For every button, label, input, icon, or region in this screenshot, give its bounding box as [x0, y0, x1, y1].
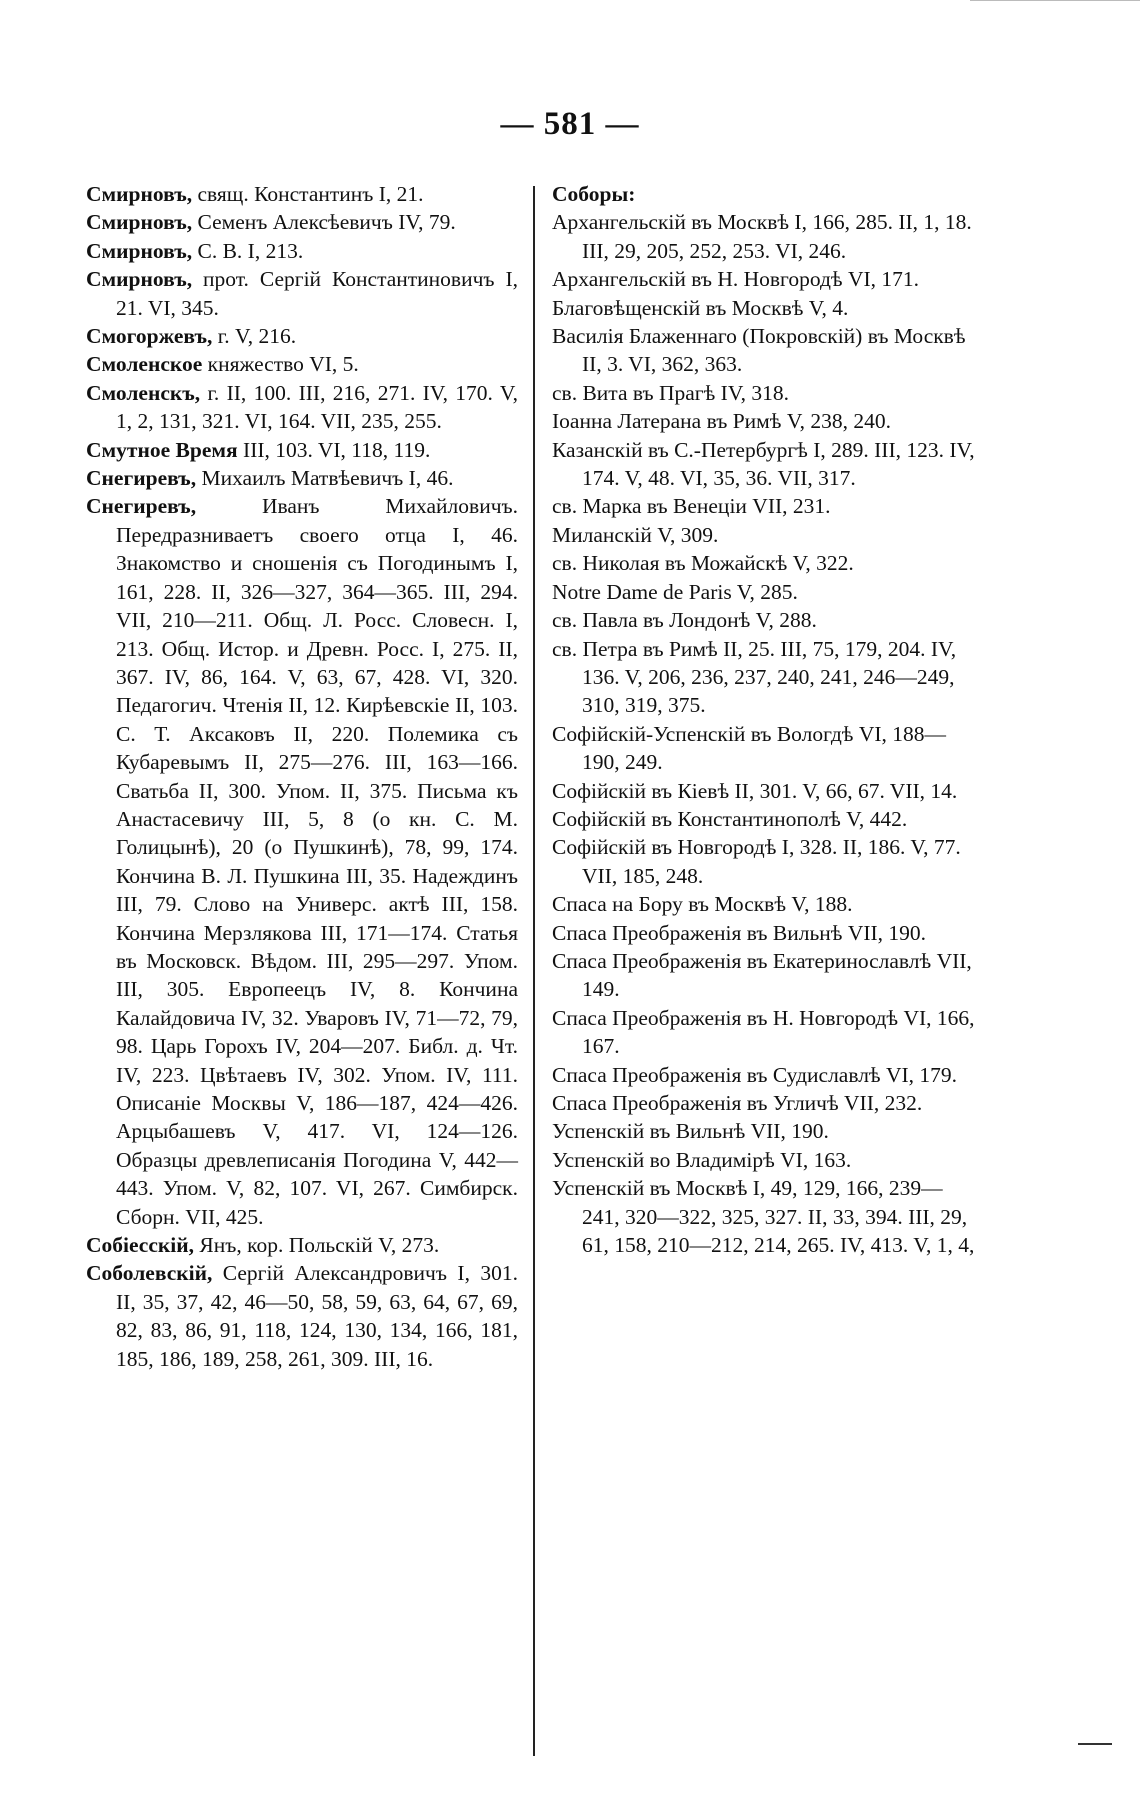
entry-headword: Смогоржевъ,	[86, 324, 213, 349]
index-entry	[86, 208, 518, 236]
left-column	[86, 180, 518, 1373]
index-entry: Софійскій-Успенскій въ Вологдѣ VI, 188—190, 249.	[552, 721, 947, 775]
index-entry	[86, 265, 518, 322]
index-entry: св. Марка въ Венеціи VII, 231.	[552, 494, 831, 519]
index-entry	[86, 436, 518, 464]
entry-text: С. В. I, 213.	[192, 238, 304, 263]
entry-headword: Смоленскъ,	[86, 380, 201, 405]
entry-text: Семенъ Алексѣевичъ IV, 79.	[192, 210, 456, 235]
index-entry: Василія Блаженнаго (Покровскій) въ Москвѣ II, 3. VI, 362, 363.	[552, 324, 966, 377]
page-number: — 581 —	[500, 106, 640, 142]
entry-text: г. II, 100. III, 216, 271. IV, 170. V, 1, 2, 131, 321. VI, 164. VII, 235, 255.	[116, 380, 518, 434]
index-entry: св. Павла въ Лондонѣ V, 288.	[552, 608, 817, 633]
top-edge-mark	[970, 0, 1140, 1]
index-entry	[86, 492, 518, 1231]
index-entry	[86, 237, 518, 265]
entry-text: Сергій Александровичъ I, 301. II, 35, 37, 42, 46—50, 58, 59, 63, 64, 67, 69, 82, 83, 86, 91, 118, 124, 130, 134, 166, 181, 185, 186, 189, 258, 261, 309. III, 16.	[116, 1261, 518, 1371]
index-entry: Успенскій во Владимірѣ VI, 163.	[552, 1147, 852, 1172]
entry-headword: Смирновъ,	[86, 238, 193, 263]
index-entry: Спаса на Бору въ Москвѣ V, 188.	[552, 892, 853, 917]
corner-mark	[1078, 1743, 1112, 1745]
entry-headword: Смоленское	[86, 352, 203, 377]
index-entry: Софійскій въ Кіевѣ II, 301. V, 66, 67. VII, 14.	[552, 778, 958, 803]
entry-headword: Снегиревъ,	[86, 494, 197, 519]
entry-text: III, 103. VI, 118, 119.	[237, 437, 431, 462]
index-entry: св. Николая въ Можайскѣ V, 322.	[552, 551, 854, 576]
index-entry: Notre Dame de Paris V, 285.	[552, 579, 798, 604]
index-entry: св. Вита въ Прагѣ IV, 318.	[552, 380, 789, 405]
index-entry: Спаса Преображенія въ Угличѣ VII, 232.	[552, 1091, 923, 1115]
entry-text: г. V, 216.	[212, 324, 297, 349]
right-column	[552, 180, 980, 1259]
entry-text: прот. Сергій Константиновичъ I, 21. VI, 345.	[116, 267, 518, 320]
index-entry: Софійскій въ Константинополѣ V, 442.	[552, 806, 908, 831]
entry-headword: Соболевскій,	[86, 1261, 213, 1286]
index-entry: Софійскій въ Новгородѣ I, 328. II, 186. V, 77. VII, 185, 248.	[552, 835, 961, 888]
index-entry: Іоанна Латерана въ Римѣ V, 238, 240.	[552, 409, 891, 434]
entry-text: свящ. Константинъ I, 21.	[192, 182, 424, 206]
entry-text: Янъ, кор. Польскій V, 273.	[194, 1233, 440, 1258]
index-entry: Спаса Преображенія въ Екатеринославлѣ VII, 149.	[552, 948, 972, 1002]
entry-headword: Собіесскій,	[86, 1233, 195, 1258]
index-entry: Успенскій въ Москвѣ I, 49, 129, 166, 239—241, 320—322, 325, 327. II, 33, 394. III, 29, 61, 158, 210—212, 214, 265. IV, 413. V, 1, 4,	[552, 1176, 975, 1258]
section-heading: Соборы:	[552, 182, 636, 206]
index-entry	[86, 1259, 518, 1373]
index-entry: Архангельскій въ Москвѣ I, 166, 285. II, 1, 18. III, 29, 205, 252, 253. VI, 246.	[552, 210, 972, 263]
index-entry	[86, 1231, 518, 1259]
index-entry: Архангельскій въ Н. Новгородѣ VI, 171.	[552, 267, 920, 292]
entry-headword: Снегиревъ,	[86, 466, 197, 491]
index-entry: Успенскій въ Вильнѣ VII, 190.	[552, 1119, 829, 1144]
index-entry: Спаса Преображенія въ Судиславлѣ VI, 179.	[552, 1062, 958, 1087]
column-divider	[533, 186, 535, 1756]
index-entry: Спаса Преображенія въ Вильнѣ VII, 190.	[552, 920, 927, 945]
index-entry	[86, 180, 518, 208]
index-entry: св. Петра въ Римѣ II, 25. III, 75, 179, 204. IV, 136. V, 206, 236, 237, 240, 241, 246—249, 310, 319, 375.	[552, 636, 957, 718]
index-entry: Спаса Преображенія въ Н. Новгородѣ VI, 166, 167.	[552, 1005, 975, 1059]
index-entry	[86, 464, 518, 492]
index-entry: Благовѣщенскій въ Москвѣ V, 4.	[552, 295, 849, 320]
index-entry	[86, 350, 518, 378]
entry-headword: Смутное Время	[86, 437, 238, 462]
entry-text: Михаилъ Матвѣевичъ I, 46.	[196, 466, 454, 491]
entry-headword: Смирновъ,	[86, 182, 193, 206]
entry-text: княжество VI, 5.	[202, 352, 359, 377]
index-entry: Миланскій V, 309.	[552, 522, 719, 547]
index-entry	[86, 379, 518, 436]
index-entry: Казанскій въ С.-Петербургѣ I, 289. III, 123. IV, 174. V, 48. VI, 35, 36. VII, 317.	[552, 437, 975, 491]
entry-headword: Смирновъ,	[86, 210, 193, 235]
entry-headword: Смирновъ,	[86, 267, 193, 292]
entry-text: Иванъ Михайловичъ. Передразниваетъ своего отца I, 46. Знакомство и сношенія съ Погодинымъ I, 161, 228. II, 326—327, 364—365. III, 294. VII, 210—211. Общ. Л. Росс. Словесн. I, 213. Общ. Истор. и Древн. Росс. I, 275. II, 367. IV, 86, 164. V, 63, 67, 428. VI, 320. Педагогич. Чтенія II, 12. Кирѣевскіе II, 103. С. Т. Аксаковъ II, 220. Полемика съ Кубаревымъ II, 275—276. III, 163—166. Сватьба II, 300. Упом. II, 375. Письма къ Анастасевичу III, 5, 8 (о кн. С. М. Голицынѣ), 20 (о Пушкинѣ), 78, 99, 174. Кончина В. Л. Пушкина III, 35. Надеждинъ III, 79. Слово на Универс. актѣ III, 158. Кончина Мерзлякова III, 171—174. Статья въ Московск. Вѣдом. III, 295—297. Упом. III, 305. Европеецъ IV, 8. Кончина Калайдовича IV, 32. Уваровъ IV, 71—72, 79, 98. Царь Горохъ IV, 204—207. Библ. д. Чт. IV, 223. Цвѣтаевъ IV, 302. Упом. IV, 111. Описаніе Москвы V, 186—187, 424—426. Арцыбашевъ V, 417. VI, 124—126. Образцы древлеписанія Погодина V, 442—443. Упом. V, 82, 107. VI, 267. Симбирск. Сборн. VII, 425.	[116, 494, 518, 1229]
index-entry	[86, 322, 518, 350]
